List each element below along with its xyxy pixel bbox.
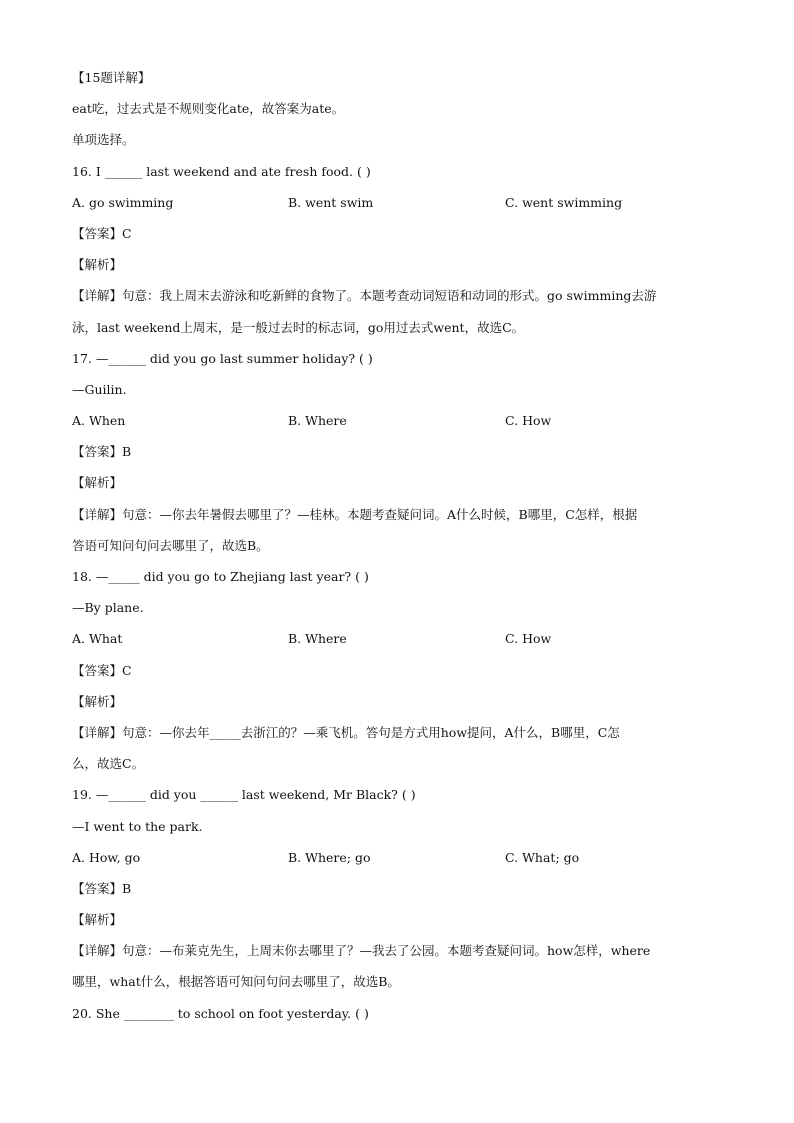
question-reply: —Guilin.	[72, 381, 127, 397]
detail-line: 【详解】句意：我上周末去游泳和吃新鲜的食物了。本题考查动词短语和动词的形式。go swimming去游	[72, 288, 657, 304]
option-a: A. What	[72, 631, 123, 647]
section-header-15: 【15题详解】	[72, 70, 151, 85]
document-page	[72, 62, 722, 1029]
question-stem: 16. I ______ last weekend and ate fresh food. ( )	[72, 163, 371, 179]
option-b: B. Where; go	[288, 849, 371, 865]
option-c: C. What; go	[505, 849, 580, 865]
question-options	[72, 623, 722, 654]
question-stem: 18. —_____ did you go to Zhejiang last year? ( )	[72, 569, 369, 584]
question-reply: —By plane.	[72, 600, 144, 616]
option-a: A. When	[72, 413, 126, 429]
detail-line: 么，故选C。	[72, 756, 145, 772]
option-b: B. Where	[288, 631, 347, 647]
option-a: A. go swimming	[72, 194, 174, 210]
question-17	[72, 343, 722, 561]
option-c: C. How	[505, 413, 552, 429]
option-b: B. Where	[288, 413, 347, 429]
detail-line: 【详解】句意：—你去年_____去浙江的？—乘飞机。答句是方式用how提问，A什么，B哪里，C怎	[72, 724, 620, 740]
option-c: C. went swimming	[505, 194, 623, 210]
question-16	[72, 156, 722, 343]
detail-line: 【详解】句意：—布莱克先生，上周末你去哪里了？—我去了公园。本题考查疑问词。how怎样，where	[72, 943, 651, 959]
detail-line: 答语可知问句问去哪里了，故选B。	[72, 537, 269, 553]
question-options	[72, 405, 722, 436]
detail-line: 泳，last weekend上周末，是一般过去时的标志词，go用过去式went，故选C。	[72, 319, 525, 335]
option-c: C. How	[505, 631, 552, 647]
question-options	[72, 842, 722, 873]
analysis-label: 【解析】	[72, 257, 123, 273]
explanation-15: eat吃，过去式是不规则变化ate，故答案为ate。	[72, 101, 345, 117]
question-stem: 17. —______ did you go last summer holiday? ( )	[72, 350, 373, 366]
question-stem: 19. —______ did you ______ last weekend, Mr Black? ( )	[72, 787, 416, 803]
analysis-label: 【解析】	[72, 912, 123, 928]
question-19	[72, 779, 722, 997]
detail-line: 【详解】句意：—你去年暑假去哪里了？—桂林。本题考查疑问词。A什么时候，B哪里，C怎样，根据	[72, 506, 638, 522]
question-18	[72, 561, 722, 779]
question-20-stem: 20. She ________ to school on foot yesterday. ( )	[72, 1005, 369, 1021]
question-reply: —I went to the park.	[72, 818, 203, 834]
analysis-label: 【解析】	[72, 693, 123, 709]
section-title: 单项选择。	[72, 132, 135, 148]
analysis-label: 【解析】	[72, 475, 123, 491]
answer: 【答案】C	[72, 662, 132, 678]
answer: 【答案】B	[72, 444, 132, 460]
detail-line: 哪里，what什么，根据答语可知问句问去哪里了，故选B。	[72, 974, 400, 990]
answer: 【答案】B	[72, 880, 132, 896]
question-options	[72, 187, 722, 218]
option-a: A. How, go	[72, 849, 141, 865]
answer: 【答案】C	[72, 225, 132, 241]
option-b: B. went swim	[288, 194, 374, 210]
